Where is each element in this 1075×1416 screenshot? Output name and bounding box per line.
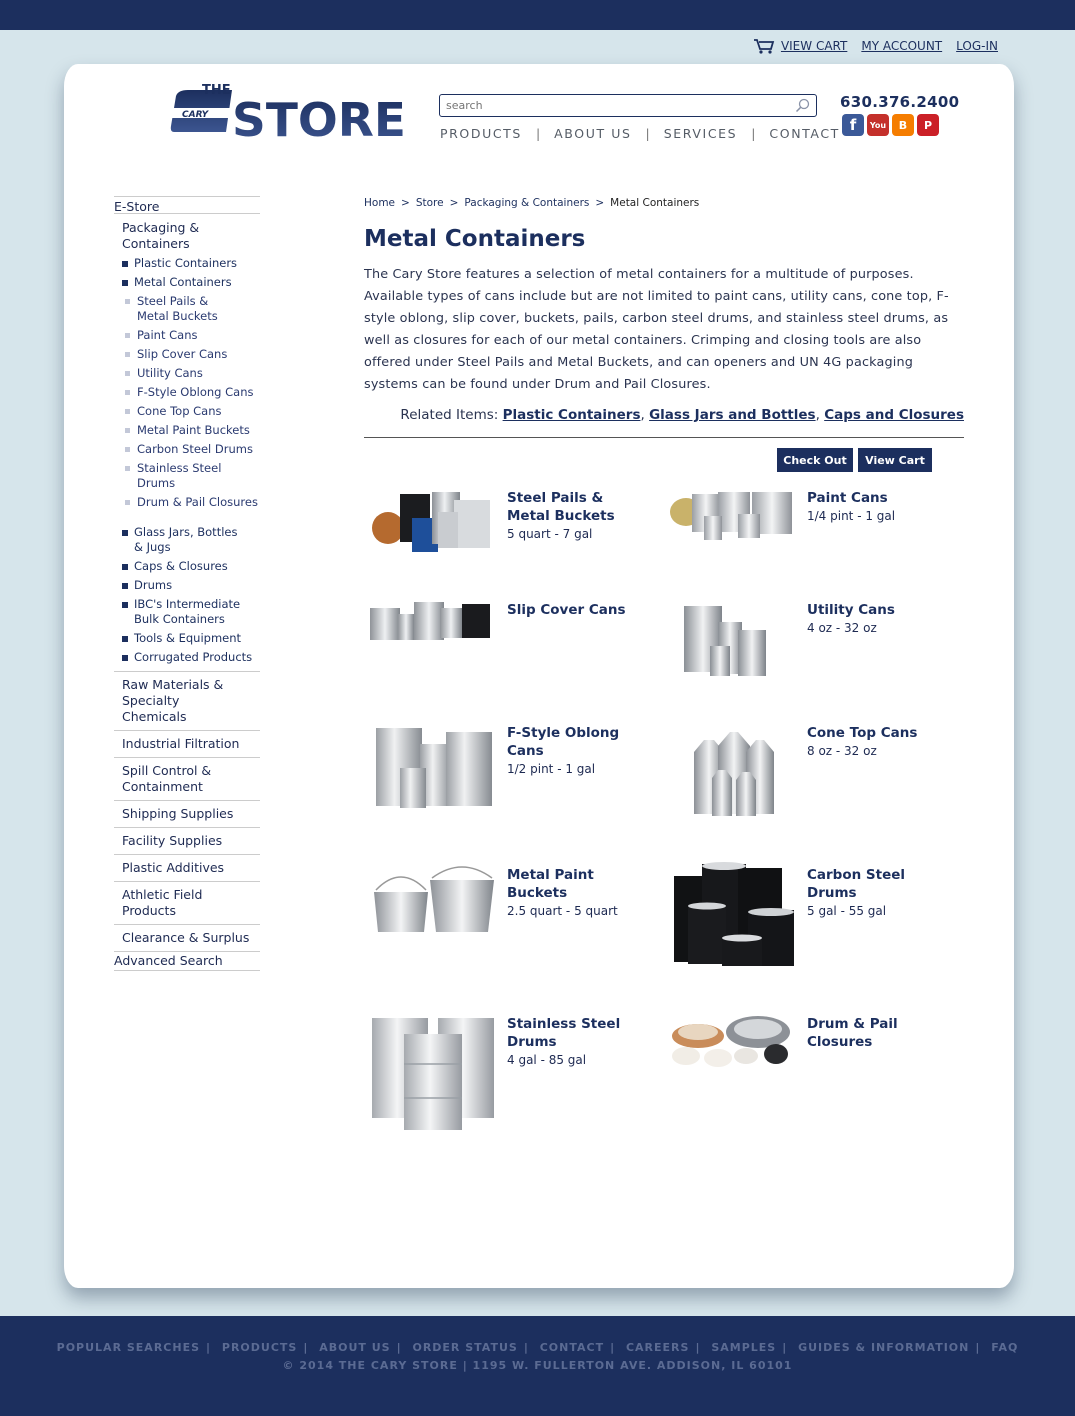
product-cone-top-cans xyxy=(807,724,957,760)
youtube-icon[interactable]: You xyxy=(867,114,889,136)
sidebar-item[interactable]: Stainless Steel Drums xyxy=(125,461,260,491)
sidebar-other-subcategories xyxy=(114,525,260,665)
account-links xyxy=(753,38,998,54)
footer-contact[interactable]: CONTACT xyxy=(539,1341,605,1354)
footer-separator: | xyxy=(782,1341,788,1354)
related-caps-closures[interactable]: Caps and Closures xyxy=(824,407,964,423)
sidebar-item[interactable]: Drum & Pail Closures xyxy=(125,495,260,510)
related-plastic-containers[interactable]: Plastic Containers xyxy=(502,407,641,423)
footer-separator: | xyxy=(523,1341,529,1354)
product-carbon-steel-drums xyxy=(807,866,957,920)
sidebar-item[interactable]: Utility Cans xyxy=(125,366,260,381)
footer-separator: | xyxy=(303,1341,309,1354)
sidebar-item[interactable]: Slip Cover Cans xyxy=(125,347,260,362)
footer-samples[interactable]: SAMPLES xyxy=(711,1341,777,1354)
logo-store-text: STORE xyxy=(232,93,406,147)
breadcrumb-store[interactable]: Store xyxy=(415,197,444,209)
slip-cover-cans-image[interactable] xyxy=(368,598,498,642)
footer-links xyxy=(0,1341,1075,1354)
footer-careers[interactable]: CAREERS xyxy=(625,1341,690,1354)
breadcrumb-separator: > xyxy=(401,197,410,209)
product-metal-paint-buckets xyxy=(507,866,657,920)
category-facility-supplies[interactable]: Facility Supplies xyxy=(114,827,260,854)
product-name[interactable]: Utility Cans xyxy=(807,602,895,618)
carbon-steel-drums-image[interactable] xyxy=(668,858,800,968)
utility-cans-image[interactable] xyxy=(680,600,772,678)
category-plastic-additives[interactable]: Plastic Additives xyxy=(114,854,260,881)
advanced-search-link[interactable]: Advanced Search xyxy=(114,951,260,971)
view-cart-link[interactable]: VIEW CART xyxy=(780,39,848,53)
product-name[interactable]: Slip Cover Cans xyxy=(507,602,626,618)
footer-guides[interactable]: GUIDES & INFORMATION xyxy=(798,1341,970,1354)
sidebar-item[interactable]: Paint Cans xyxy=(125,328,260,343)
product-f-style-cans xyxy=(507,724,657,778)
nav-products[interactable]: PRODUCTS xyxy=(440,126,522,141)
view-cart-button[interactable]: View Cart xyxy=(858,448,932,472)
breadcrumb-home[interactable]: Home xyxy=(364,197,396,209)
related-label: Related Items: xyxy=(400,407,499,423)
sidebar-item[interactable]: Tools & Equipment xyxy=(122,631,260,646)
product-slip-cover-cans xyxy=(507,601,657,619)
top-bar xyxy=(0,0,1075,30)
nav-contact[interactable]: CONTACT xyxy=(769,126,840,141)
logo-the-text: THE xyxy=(202,83,231,98)
category-industrial-filtration[interactable]: Industrial Filtration xyxy=(114,730,260,757)
search-box[interactable] xyxy=(439,94,817,117)
category-raw-materials[interactable]: Raw Materials & Specialty Chemicals xyxy=(114,671,260,730)
sidebar-item[interactable]: Corrugated Products xyxy=(122,650,260,665)
my-account-link[interactable]: MY ACCOUNT xyxy=(861,39,943,53)
product-range: 8 oz - 32 oz xyxy=(807,744,877,758)
footer-separator: | xyxy=(975,1341,981,1354)
footer-separator: | xyxy=(396,1341,402,1354)
sidebar xyxy=(114,196,260,665)
cone-top-cans-image[interactable] xyxy=(688,722,780,818)
phone-number: 630.376.2400 xyxy=(840,93,960,111)
social-links xyxy=(842,114,939,136)
metal-paint-buckets-image[interactable] xyxy=(370,866,496,936)
category-athletic-field[interactable]: Athletic Field Products xyxy=(114,881,260,924)
sidebar-item[interactable]: Caps & Closures xyxy=(122,559,260,574)
footer-order-status[interactable]: ORDER STATUS xyxy=(412,1341,518,1354)
sidebar-item[interactable]: Drums xyxy=(122,578,260,593)
product-name[interactable]: Paint Cans xyxy=(807,490,888,506)
product-steel-pails xyxy=(507,489,627,543)
product-name[interactable]: Steel Pails & Metal Buckets xyxy=(507,490,615,524)
f-style-oblong-cans-image[interactable] xyxy=(372,724,496,810)
sidebar-subcategories xyxy=(114,256,260,290)
category-clearance[interactable]: Clearance & Surplus xyxy=(114,924,260,951)
product-name[interactable]: F-Style Oblong Cans xyxy=(507,725,620,759)
related-glass-jars[interactable]: Glass Jars and Bottles xyxy=(649,407,816,423)
blogger-icon[interactable]: B xyxy=(892,114,914,136)
footer-copyright: © 2014 THE CARY STORE | 1195 W. FULLERTON AVE. ADDISON, IL 60101 xyxy=(282,1359,793,1372)
footer-popular-searches[interactable]: POPULAR SEARCHES xyxy=(56,1341,201,1354)
facebook-icon[interactable]: f xyxy=(842,114,864,136)
divider xyxy=(364,437,964,438)
product-drum-pail-closures xyxy=(807,1015,967,1051)
category-spill-control[interactable]: Spill Control & Containment xyxy=(114,757,260,800)
nav-about-us[interactable]: ABOUT US xyxy=(554,126,632,141)
sidebar-estore[interactable]: E-Store xyxy=(114,196,260,214)
cary-store-logo[interactable] xyxy=(170,82,410,154)
main-nav xyxy=(440,126,840,141)
sidebar-item[interactable]: F-Style Oblong Cans xyxy=(125,385,260,400)
sidebar-item[interactable]: IBC's Intermediate Bulk Containers xyxy=(122,597,260,627)
nav-services[interactable]: SERVICES xyxy=(663,126,738,141)
product-range: 4 gal - 85 gal xyxy=(507,1053,587,1067)
sidebar-item-plastic-containers[interactable]: Plastic Containers xyxy=(122,256,260,271)
sidebar-item[interactable]: Steel Pails & Metal Buckets xyxy=(125,294,243,324)
breadcrumb xyxy=(364,197,699,209)
product-range: 5 quart - 7 gal xyxy=(507,527,593,541)
page-description: The Cary Store features a selection of metal containers for a multitude of purposes. Available types of cans include but are not limited to paint cans, utility cans, cone top, F-style oblong, slip cover, buckets, pails, carbon steel drums, and stainless steel drums, as well as closures for each of our metal containers. Crimping and closing tools are also offered under Steel Pails and Metal Buckets, and can openers and UN 4G packaging systems can be found under Drum and Pail Closures. xyxy=(364,267,949,392)
nav-separator: | xyxy=(645,126,650,141)
footer-products[interactable]: PRODUCTS xyxy=(221,1341,298,1354)
sidebar-item[interactable]: Cone Top Cans xyxy=(125,404,260,419)
sidebar-packaging[interactable]: Packaging & Containers xyxy=(122,220,200,251)
sidebar-item[interactable]: Metal Paint Buckets xyxy=(125,423,260,438)
footer-separator: | xyxy=(610,1341,616,1354)
search-icon[interactable] xyxy=(795,98,810,113)
breadcrumb-current: Metal Containers xyxy=(610,197,700,209)
breadcrumb-separator: > xyxy=(595,197,605,209)
product-stainless-steel-drums xyxy=(507,1015,657,1069)
page-title: Metal Containers xyxy=(364,226,586,252)
product-paint-cans xyxy=(807,489,957,525)
paint-cans-image[interactable] xyxy=(668,488,798,544)
product-name[interactable]: Carbon Steel Drums xyxy=(807,867,906,901)
product-range: 1/2 pint - 1 gal xyxy=(507,762,596,776)
product-range: 5 gal - 55 gal xyxy=(807,904,887,918)
drum-pail-closures-image[interactable] xyxy=(668,1012,800,1070)
footer-separator: | xyxy=(695,1341,701,1354)
product-name[interactable]: Metal Paint Buckets xyxy=(507,867,594,901)
search-input[interactable] xyxy=(446,99,795,112)
product-name[interactable]: Drum & Pail Closures xyxy=(807,1016,898,1050)
stainless-steel-drums-image[interactable] xyxy=(370,1014,496,1132)
footer-about-us[interactable]: ABOUT US xyxy=(319,1341,391,1354)
product-name[interactable]: Cone Top Cans xyxy=(807,725,918,741)
sidebar-item-metal-containers[interactable]: Metal Containers xyxy=(122,275,260,290)
nav-separator: | xyxy=(751,126,756,141)
footer-separator: | xyxy=(206,1341,212,1354)
sidebar-item[interactable]: Carbon Steel Drums xyxy=(125,442,260,457)
sidebar-metal-subcategories xyxy=(114,294,260,510)
nav-separator: | xyxy=(535,126,541,141)
product-range: 2.5 quart - 5 quart xyxy=(507,904,618,918)
check-out-button[interactable]: Check Out xyxy=(777,448,853,472)
steel-pails-image[interactable] xyxy=(368,488,496,556)
sidebar-categories xyxy=(114,671,260,971)
product-range: 1/4 pint - 1 gal xyxy=(807,509,896,523)
logo-cary-text: CARY xyxy=(182,110,209,120)
cart-icon[interactable] xyxy=(753,38,775,54)
pinterest-icon[interactable]: P xyxy=(917,114,939,136)
log-in-link[interactable]: LOG-IN xyxy=(956,39,998,53)
sidebar-item[interactable]: Glass Jars, Bottles & Jugs xyxy=(122,525,246,555)
footer-faq[interactable]: FAQ xyxy=(991,1341,1019,1354)
category-shipping-supplies[interactable]: Shipping Supplies xyxy=(114,800,260,827)
product-range: 4 oz - 32 oz xyxy=(807,621,877,635)
breadcrumb-packaging[interactable]: Packaging & Containers xyxy=(464,197,590,209)
related-items: Related Items: Plastic Containers, Glass Jars and Bottles, Caps and Closures xyxy=(400,407,964,423)
product-name[interactable]: Stainless Steel Drums xyxy=(507,1016,621,1050)
product-utility-cans xyxy=(807,601,957,637)
breadcrumb-separator: > xyxy=(449,197,459,209)
